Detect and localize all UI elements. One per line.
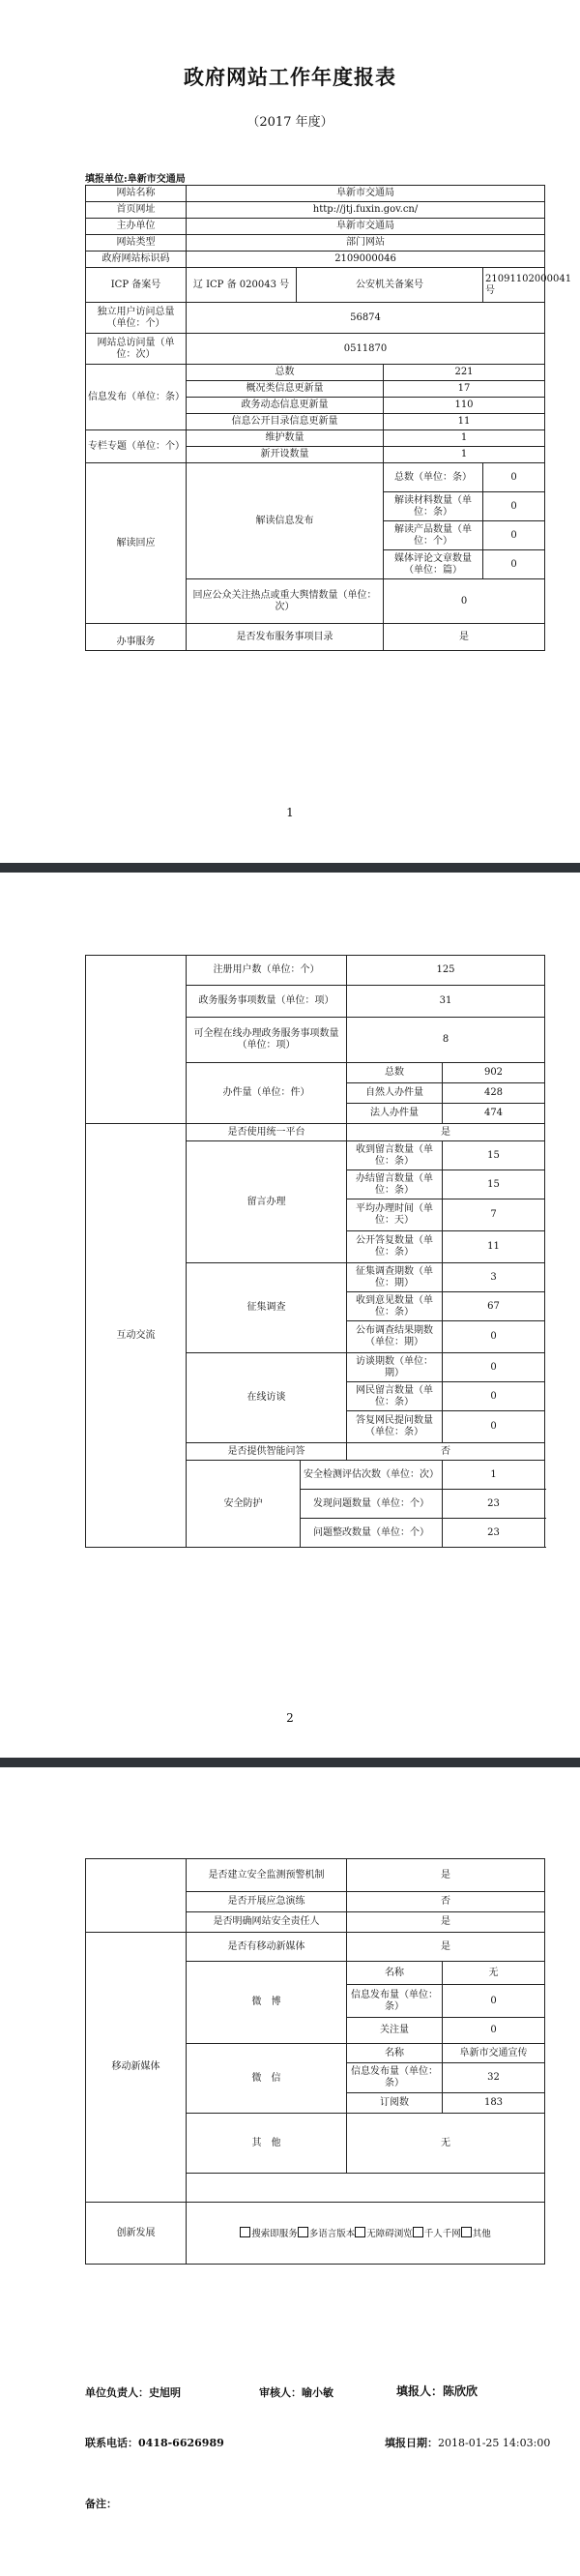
page-separator	[0, 1758, 580, 1767]
table-row: 新开设数量 1	[86, 447, 545, 463]
table-row: 概况类信息更新量 17	[86, 381, 545, 398]
fill-date: 填报日期：2018-01-25 14:03:00	[385, 2437, 551, 2449]
checkbox-icon[interactable]	[240, 2227, 250, 2237]
table-row: 首页网址 http://jtj.fuxin.gov.cn/	[86, 202, 545, 219]
page-number-1: 1	[286, 806, 294, 819]
service-interaction-table	[85, 955, 545, 1548]
table-row: 移动新媒体 是否有移动新媒体 是	[86, 1933, 545, 1962]
unit-leader: 单位负责人：史旭明	[85, 2386, 181, 2399]
report-year: （2017 年度）	[246, 115, 334, 130]
innovation-option[interactable]: 搜索即服务	[240, 2227, 298, 2240]
table-row: 关注量 0	[86, 2018, 545, 2044]
table-row: 解读回应 解读信息发布 总数（单位：条） 0	[86, 463, 545, 492]
table-row: 微 信 名称 阜新市交通宣传	[86, 2044, 545, 2063]
table-row: 问题整改数量（单位：个） 23	[86, 1519, 545, 1548]
table-row: 独立用户访问总量（单位：个） 56874	[86, 303, 545, 334]
report-page-1	[0, 0, 580, 863]
home-url: http://jtj.fuxin.gov.cn/	[187, 202, 545, 219]
table-row: 网民留言数量（单位：条） 0	[86, 1382, 545, 1411]
checkbox-icon[interactable]	[298, 2227, 308, 2237]
table-row: 回应公众关注热点或重大舆情数量（单位：次） 0	[86, 579, 545, 624]
table-row: 网站类型 部门网站	[86, 235, 545, 252]
security-media-table	[85, 1858, 545, 2265]
table-row: 媒体评论文章数量（单位：篇） 0	[86, 550, 545, 579]
table-row: 在线访谈 访谈期数（单位：期） 0	[86, 1353, 545, 1382]
table-row: 网站总访问量（单位：次） 0511870	[86, 334, 545, 365]
remarks-label: 备注：	[85, 2498, 117, 2510]
filler-unit: 填报单位:阜新市交通局	[85, 174, 186, 185]
checkbox-icon[interactable]	[355, 2227, 365, 2237]
table-row: 收到意见数量（单位：条） 67	[86, 1292, 545, 1321]
table-row: 解读材料数量（单位：条） 0	[86, 492, 545, 521]
checkbox-icon[interactable]	[461, 2227, 472, 2237]
table-row: 平均办理时间（单位：天） 7	[86, 1199, 545, 1231]
table-row: 其 他 无	[86, 2114, 545, 2174]
table-row: 主办单位 阜新市交通局	[86, 219, 545, 235]
innovation-option[interactable]: 千人千网	[413, 2227, 461, 2240]
table-row: 互动交流 是否使用统一平台 是	[86, 1124, 545, 1141]
innovation-option[interactable]: 其他	[461, 2227, 491, 2240]
table-row: 信息发布量（单位：条） 32	[86, 2063, 545, 2093]
table-row: 办结留言数量（单位：条） 15	[86, 1170, 545, 1199]
report-page-2	[0, 873, 580, 1758]
table-row: 可全程在线办理政务服务事项数量（单位：项） 8	[86, 1018, 545, 1063]
table-row: 发现问题数量（单位：个） 23	[86, 1490, 545, 1519]
table-row: 留言办理 收到留言数量（单位：条） 15	[86, 1141, 545, 1170]
page-number-2: 2	[286, 1711, 294, 1725]
site-basic-table	[85, 185, 572, 651]
report-title: 政府网站工作年度报表	[184, 65, 396, 89]
table-row: 网站名称 阜新市交通局	[86, 186, 545, 202]
table-row: 办件量（单位：件） 总数 902	[86, 1063, 545, 1083]
table-row: 是否开展应急演练 否	[86, 1892, 545, 1912]
page-separator	[0, 863, 580, 873]
checkbox-icon[interactable]	[413, 2227, 423, 2237]
table-row: 政务动态信息更新量 110	[86, 398, 545, 414]
table-row: 微 博 名称 无	[86, 1962, 545, 1985]
innovation-options	[187, 2203, 545, 2265]
table-row: 是否提供智能问答 否	[86, 1443, 545, 1461]
table-row: 信息公开目录信息更新量 11	[86, 414, 545, 430]
contact-phone: 联系电话：0418-6626989	[85, 2437, 224, 2449]
table-row: 信息发布量（单位：条） 0	[86, 1985, 545, 2018]
table-row: 答复网民提问数量（单位：条） 0	[86, 1411, 545, 1443]
report-page-3	[0, 1767, 580, 2576]
table-row: 征集调查 征集调查期数（单位：期） 3	[86, 1263, 545, 1292]
filled-by: 填报人：陈欣欣	[396, 2384, 478, 2398]
table-row: 办事服务 是否发布服务事项目录 是	[86, 624, 545, 651]
auditor: 审核人：喻小敏	[259, 2386, 334, 2399]
table-row: 是否建立安全监测预警机制 是	[86, 1859, 545, 1892]
table-row: 是否明确网站安全责任人 是	[86, 1912, 545, 1933]
table-row: 自然人办件量 428	[86, 1083, 545, 1104]
table-row: 信息发布（单位：条） 总数 221	[86, 365, 545, 381]
table-row: 注册用户数（单位：个） 125	[86, 956, 545, 986]
table-row: 法人办件量 474	[86, 1104, 545, 1124]
table-row: 公布调查结果期数（单位：期） 0	[86, 1321, 545, 1353]
table-row: 政务服务事项数量（单位：项） 31	[86, 986, 545, 1018]
table-row: 创新发展 搜索即服务 多语言版本 无障碍浏览 千人千网 其他	[86, 2203, 545, 2265]
innovation-option[interactable]: 无障碍浏览	[355, 2227, 413, 2240]
table-row: 解读产品数量（单位：个） 0	[86, 521, 545, 550]
table-row: 政府网站标识码 2109000046	[86, 252, 545, 268]
table-row: 公开答复数量（单位：条） 11	[86, 1231, 545, 1263]
table-row: 安全防护 安全检测评估次数（单位：次） 1	[86, 1461, 545, 1490]
table-row: ICP 备案号 辽 ICP 备 020043 号 公安机关备案号 21091102000041 号	[86, 268, 545, 303]
innovation-option[interactable]: 多语言版本	[298, 2227, 356, 2240]
table-row: 专栏专题（单位：个） 维护数量 1	[86, 430, 545, 447]
table-row: 订阅数 183	[86, 2093, 545, 2114]
